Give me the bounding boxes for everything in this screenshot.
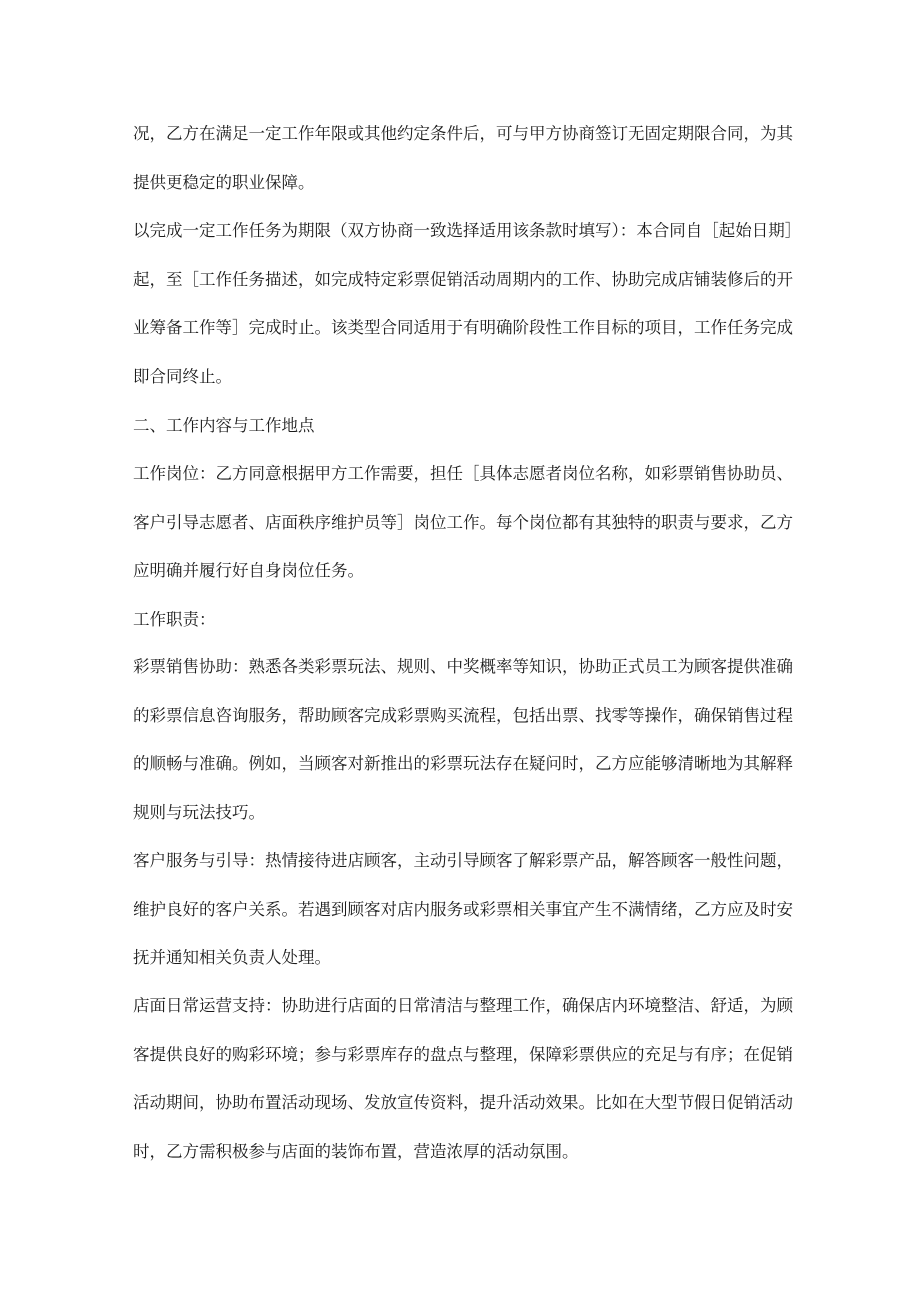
paragraph-store-operations: 店面日常运营支持：协助进行店面的日常清洁与整理工作，确保店内环境整洁、舒适，为顾客提供良好的购彩环境；参与彩票库存的盘点与整理，保障彩票供应的充足与有序；在促销活动期间，协助布置活动现场、发放宣传资料，提升活动效果。比如在大型节假日促销活动时，乙方需积极参与店面的装饰布置，营造浓厚的活动氛围。: [133, 996, 793, 1161]
paragraph-customer-service: 客户服务与引导：热情接待进店顾客，主动引导顾客了解彩票产品，解答顾客一般性问题，维护良好的客户关系。若遇到顾客对店内服务或彩票相关事宜产生不满情绪，乙方应及时安抚并通知相关负责人处理。: [133, 851, 793, 968]
paragraph-work-position: 工作岗位：乙方同意根据甲方工作需要，担任［具体志愿者岗位名称，如彩票销售协助员、客户引导志愿者、店面秩序维护员等］岗位工作。每个岗位都有其独特的职责与要求，乙方应明确并履行好自身岗位任务。: [133, 464, 793, 581]
section-heading-work-content: 二、工作内容与工作地点: [133, 416, 315, 435]
paragraph-contract-term-continuation: 况，乙方在满足一定工作年限或其他约定条件后，可与甲方协商签订无固定期限合同，为其提供更稳定的职业保障。: [133, 124, 793, 192]
paragraph-lottery-sales-assist: 彩票销售协助：熟悉各类彩票玩法、规则、中奖概率等知识，协助正式员工为顾客提供准确的彩票信息咨询服务，帮助顾客完成彩票购买流程，包括出票、找零等操作，确保销售过程的顺畅与准确。例如，当顾客对新推出的彩票玩法存在疑问时，乙方应能够清晰地为其解释规则与玩法技巧。: [133, 657, 793, 822]
paragraph-task-based-term: 以完成一定工作任务为期限（双方协商一致选择适用该条款时填写）：本合同自［起始日期］起，至［工作任务描述，如完成特定彩票促销活动周期内的工作、协助完成店铺装修后的开业筹备工作等］完成时止。该类型合同适用于有明确阶段性工作目标的项目，工作任务完成即合同终止。: [133, 221, 793, 386]
paragraph-work-duties-label: 工作职责：: [133, 610, 216, 629]
